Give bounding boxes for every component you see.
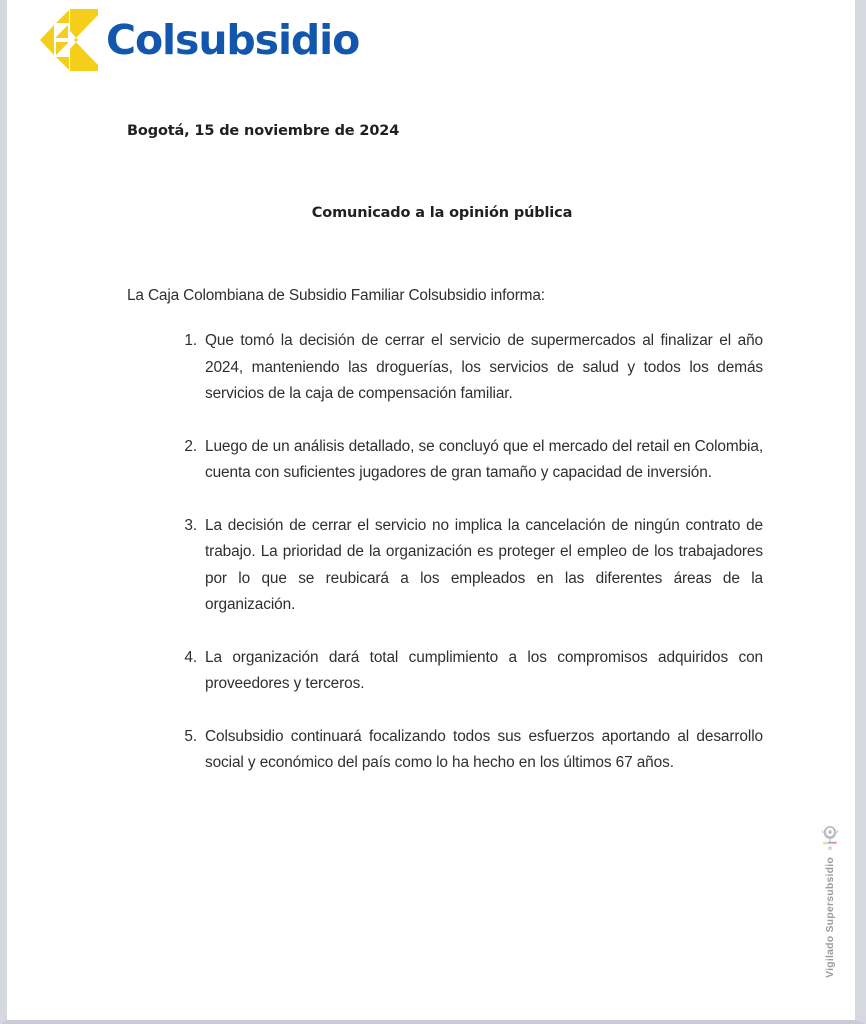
list-item	[127, 513, 763, 619]
list-item-text: La decisión de cerrar el servicio no implica la cancelación de ningún contrato de trabajo. La prioridad de la organización es proteger el empleo de los trabajadores por lo que se reubicará a los empleados en las diferentes áreas de la organización.	[205, 516, 763, 613]
list-item	[127, 434, 763, 487]
page-sheet	[7, 0, 855, 1020]
list-item-number: 4.	[184, 648, 197, 666]
brand-header	[40, 4, 359, 76]
brand-wordmark: Colsubsidio	[106, 15, 360, 64]
colombia-coat-of-arms-icon	[819, 825, 841, 851]
list-item-text: Que tomó la decisión de cerrar el servicio de supermercados al finalizar el año 2024, manteniendo las droguerías, los servicios de salud y todos los demás servicios de la caja de compensación familiar.	[205, 332, 763, 402]
vigilado-supersubsidio-badge	[813, 825, 847, 978]
list-item-text: La organización dará total cumplimiento a los compromisos adquiridos con proveedores y terceros.	[205, 648, 763, 692]
date-line: Bogotá, 15 de noviembre de 2024	[127, 123, 400, 139]
list-item	[127, 328, 763, 408]
list-item-number: 3.	[184, 516, 197, 534]
page-title: Comunicado a la opinión pública	[311, 205, 573, 221]
list-item	[127, 724, 763, 777]
list-item-text: Luego de un análisis detallado, se concluyó que el mercado del retail en Colombia, cuenta con suficientes jugadores de gran tamaño y capacidad de inversión.	[205, 437, 763, 481]
colsubsidio-arrow-mark-icon	[40, 9, 100, 71]
list-item-number: 2.	[184, 437, 197, 455]
intro-paragraph: La Caja Colombiana de Subsidio Familiar Colsubsidio informa:	[127, 287, 545, 304]
list-item	[127, 645, 763, 698]
numbered-points-list	[127, 328, 763, 777]
vigilado-label: Vigilado Supersubsidio	[824, 857, 836, 978]
list-item-text: Colsubsidio continuará focalizando todos sus esfuerzos aportando al desarrollo social y económico del país como lo ha hecho en los últimos 67 años.	[205, 727, 763, 771]
list-item-number: 5.	[184, 727, 197, 745]
list-item-number: 1.	[184, 332, 197, 349]
